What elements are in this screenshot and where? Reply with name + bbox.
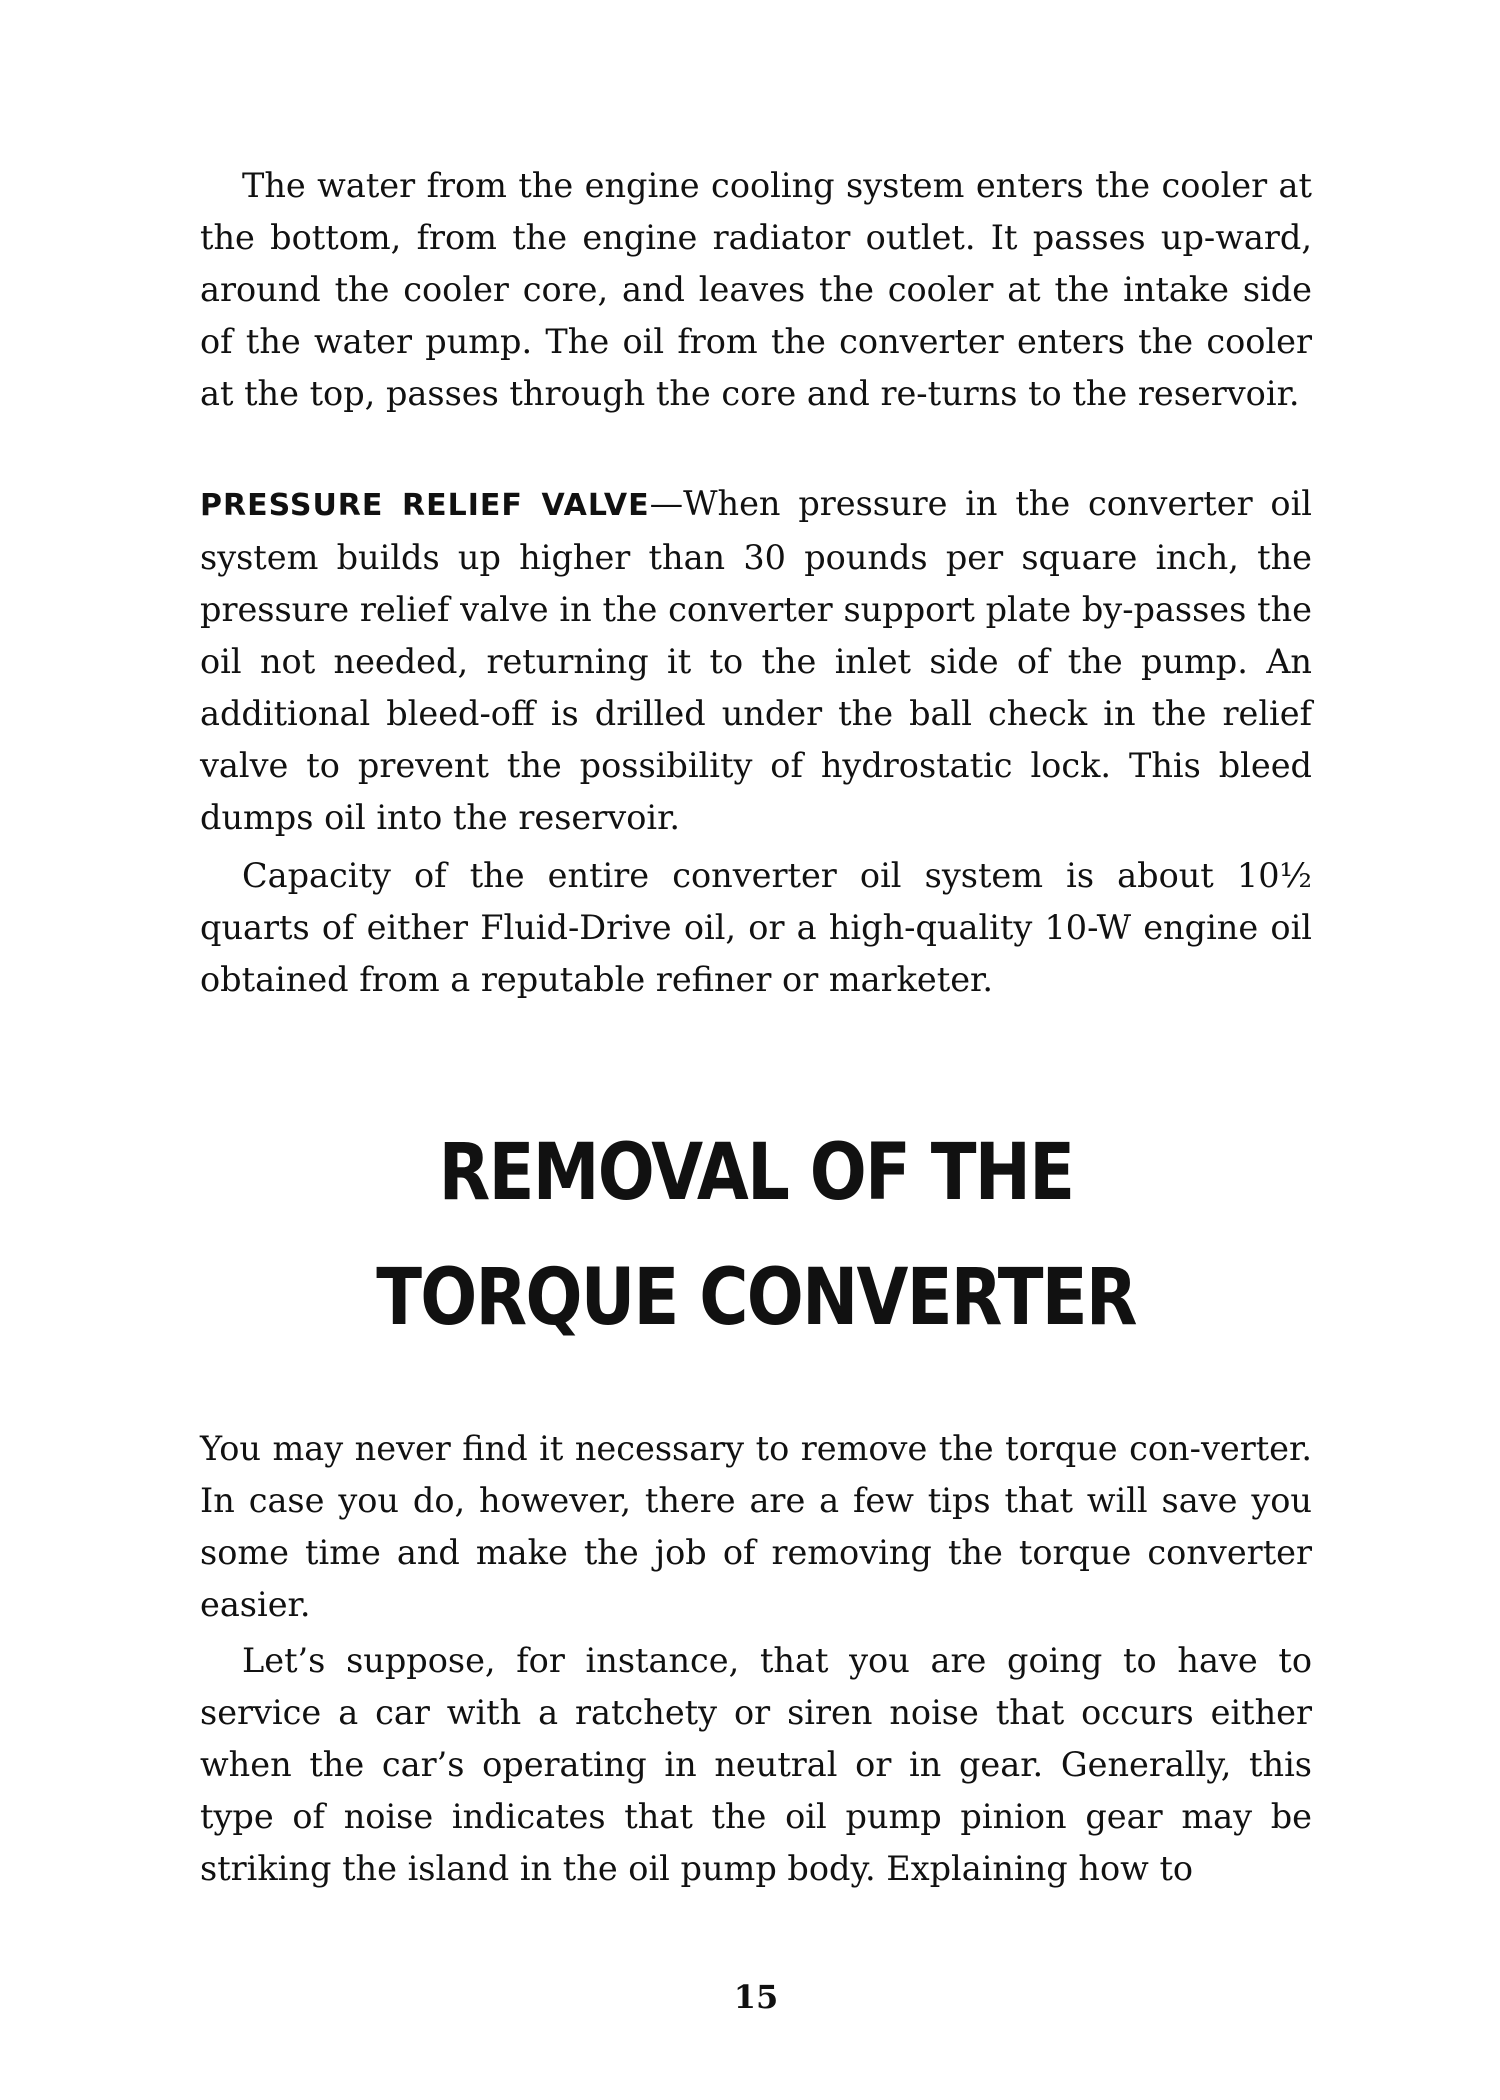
section-heading-line-1: REMOVAL OF THE bbox=[438, 1128, 1074, 1218]
paragraph-removal-intro: You may never find it necessary to remove the torque con-verter. In case you do, however, there are a few tips that will save you some time and make the job of removing the torque converter easier. bbox=[200, 1429, 1312, 1624]
paragraph-capacity: Capacity of the entire converter oil system is about 10½ quarts of either Fluid-Drive oil, or a high-quality 10-W engine oil obtained from a reputable refiner or marketer. bbox=[200, 856, 1312, 999]
paragraph-pressure-relief-valve bbox=[200, 478, 1312, 844]
section-heading-line-2: TORQUE CONVERTER bbox=[376, 1253, 1136, 1343]
pressure-relief-valve-text: —When pressure in the converter oil system builds up higher than 30 pounds per square inch, the pressure relief valve in the converter support plate by-passes the oil not needed, returning it to the inlet side of the pump. An additional bleed-off is drilled under the ball check in the relief valve to prevent the possibility of hydrostatic lock. This bleed dumps oil into the reservoir. bbox=[200, 484, 1312, 837]
paragraph-cooler-flow: The water from the engine cooling system enters the cooler at the bottom, from the engine radiator outlet. It passes up-ward, around the cooler core, and leaves the cooler at the intake side of the water pump. The oil from the converter enters the cooler at the top, passes through the core and re-turns to the reservoir. bbox=[200, 166, 1312, 413]
paragraph-noise-example: Let’s suppose, for instance, that you are going to have to service a car with a ratchety or siren noise that occurs either when the car’s operating in neutral or in gear. Generally, this type of noise indicates that the oil pump pinion gear may be striking the island in the oil pump body. Explaining how to bbox=[200, 1641, 1312, 1888]
run-in-heading-pressure-relief-valve: PRESSURE RELIEF VALVE bbox=[200, 488, 650, 523]
document-page bbox=[200, 160, 1312, 2060]
page-number: 15 bbox=[733, 1978, 779, 2016]
